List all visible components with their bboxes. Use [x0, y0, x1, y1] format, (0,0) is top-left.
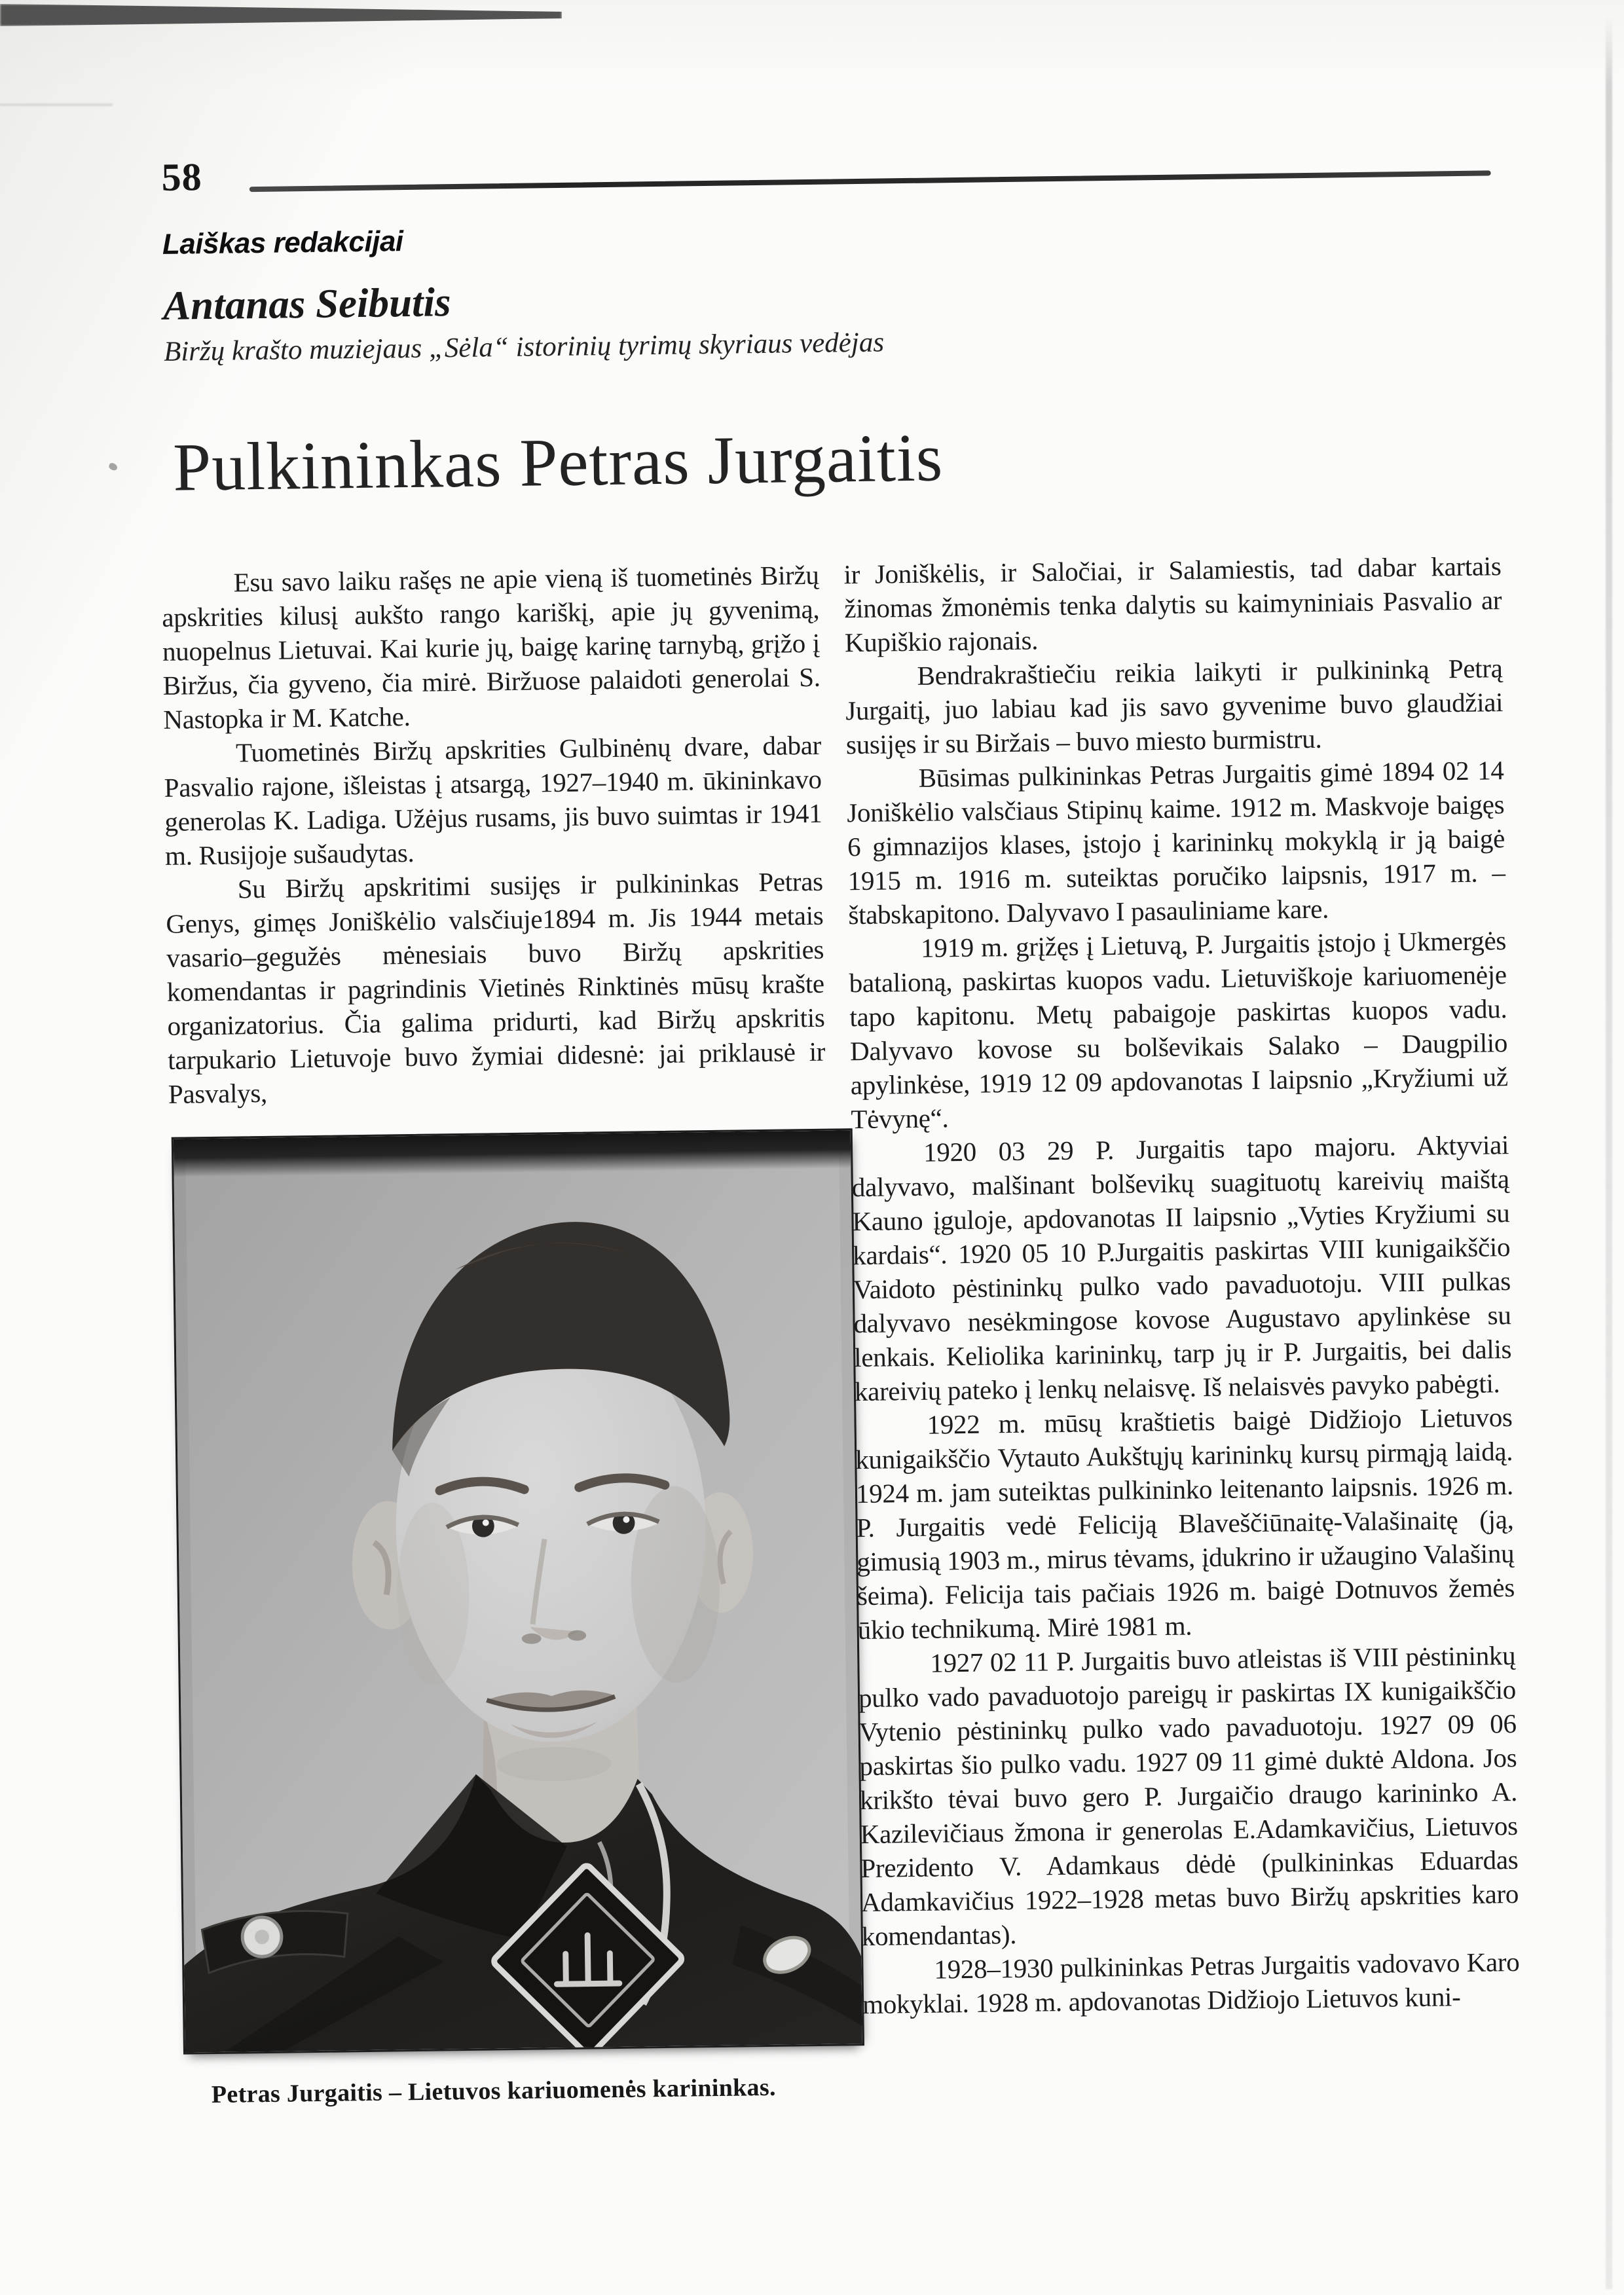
header-rule — [249, 170, 1491, 192]
page-number: 58 — [161, 155, 202, 199]
body-paragraph: Su Biržų apskritimi susijęs ir pulkininkas Petras Genys, gimęs Joniškėlio valsčiuje1894 m. Jis 1944 metais vasario–gegužės mėnesiais buvo Biržų apskrities komendantas ir pagrindinis Vietinės Rinktinės mūsų krašte organizatorius. Čia galima pridurti, kad Biržų apskritis tarpukario Lietuvoje buvo žymiai didesnė: jai priklausė ir Pasvalys, — [166, 866, 826, 1109]
author-affiliation: Biržų krašto muziejaus „Sėla“ istorinių tyrimų skyriaus vedėjas — [163, 327, 885, 367]
author-name: Antanas Seibutis — [162, 279, 451, 329]
body-paragraph: 1920 03 29 P. Jurgaitis tapo majoru. Aktyviai dalyvavo, malšinant bolševikų suagituotų kareivių maištą Kauno įguloje, apdovanotas II laipsnio „Vyties Kryžiumi su kardais“. 1920 05 10 P.Jurgaitis paskirtas VIII kunigaikščio Vaidoto pėstininkų pulko vado pavaduotoju. VIII pulkas dalyvavo nesėkmingose kovose Augustavo apylinkėse su lenkais. Keliolika karininkų, tarp jų ir P. Jurgaitis, bei dalis kareivių pateko į lenkų nelaisvę. Iš nelaisvės pavyko pabėgti. — [851, 1129, 1512, 1407]
body-paragraph: 1927 02 11 P. Jurgaitis buvo atleistas iš VIII pėstininkų pulko vado pavaduotojo pareigų ir paskirtas IX kunigaikščio Vytenio pėstininkų pulko vado pavaduotoju. 1927 09 06 paskirtas šio pulko vadu. 1927 09 11 gimė duktė Aldona. Jos krikšto tėvai buvo gero P. Jurgaičio draugo karininko A. Kazilevičiaus žmona ir generolas E.Adamkavičius, Lietuvos Prezidento V. Adamkaus dėdė (pulkininkas Eduardas Adamkavičius 1922–1928 metas buvo Biržų apskrities karo komendantas). — [858, 1640, 1519, 1952]
body-paragraph: Tuometinės Biržų apskrities Gulbinėnų dvare, dabar Pasvalio rajone, išleistas į atsargą, 1927–1940 m. ūkininkavo generolas K. Ladiga. Užėjus rusams, jis buvo suimtas ir 1941 m. Rusijoje sušaudytas. — [164, 729, 822, 871]
portrait-illustration — [174, 1130, 862, 2052]
photo-caption: Petras Jurgaitis – Lietuvos kariuomenės karininkas. — [211, 2073, 776, 2109]
left-column-text — [161, 558, 826, 1111]
article-body — [161, 549, 1521, 2112]
portrait-photo — [172, 1128, 864, 2054]
section-label: Laiškas redakcijai — [162, 225, 403, 261]
body-paragraph: 1928–1930 pulkininkas Petras Jurgaitis vadovavo Karo mokyklai. 1928 m. apdovanotas Didžiojo Lietuvos kuni- — [862, 1946, 1520, 2020]
margin-speck — [108, 462, 119, 471]
body-paragraph: Būsimas pulkininkas Petras Jurgaitis gimė 1894 02 14 Joniškėlio valsčiaus Stipinų kaime. 1912 m. Maskvoje baigęs 6 gimnazijos klases, įstojo į karininkų mokyklą ir ją baigė 1915 m. 1916 m. suteiktas poručiko laipsnis, 1917 m. – štabskapitono. Dalyvavo I pasauliniame kare. — [847, 755, 1505, 930]
body-paragraph: 1919 m. grįžęs į Lietuvą, P. Jurgaitis įstojo į Ukmergės batalioną, paskirtas kuopos vadu. Lietuviškoje kariuomenėje tapo kapitonu. Metų pabaigoje paskirtas kuopos vadu. Dalyvavo kovose su bolševikais Salako – Daugpilio apylinkėse, 1919 12 09 apdovanotas I laipsnio „Kryžiumi už Tėvynę“. — [849, 925, 1509, 1135]
body-paragraph: 1922 m. mūsų kraštietis baigė Didžiojo Lietuvos kunigaikščio Vytauto Aukštųjų karininkų kursų pirmąją laidą. 1924 m. jam suteiktas pulkininko leitenanto laipsnis. 1926 m. P. Jurgaitis vedė Feliciją Blaveščiūnaitę-Valašinaitę (ją, gimusią 1903 m., mirus tėvams, įdukrino ir užaugino Valašinų šeima). Felicija tais pačiais 1926 m. baigė Dotnuvos žemės ūkio technikumą. Mirė 1981 m. — [855, 1402, 1515, 1645]
right-column — [843, 549, 1521, 2103]
portrait-figure — [172, 1128, 865, 2112]
left-column — [161, 558, 839, 2112]
body-paragraph: Esu savo laiku rašęs ne apie vieną iš tuometinės Biržų apskrities kilusį aukšto rango kariškį, apie jų gyvenimą, nuopelnus Lietuvai. Kai kurie jų, baigę karinę tarnybą, grįžo į Biržus, čia gyveno, čia mirė. Biržuose palaidoti generolai S. Nastopka ir M. Katche. — [162, 559, 821, 735]
article-title: Pulkininkas Petras Jurgaitis — [172, 420, 944, 505]
right-column-text — [843, 549, 1520, 2021]
body-paragraph: Bendrakraštiečiu reikia laikyti ir pulkininką Petrą Jurgaitį, juo labiau kad jis savo gyvenime buvo glaudžiai susijęs ir su Biržais – buvo miesto burmistru. — [845, 653, 1504, 760]
body-paragraph: ir Joniškėlis, ir Saločiai, ir Salamiestis, tad dabar kartais žinomas žmonėmis tenka dalytis su kaimyniniais Pasvalio ar Kupiškio rajonais. — [843, 551, 1502, 658]
